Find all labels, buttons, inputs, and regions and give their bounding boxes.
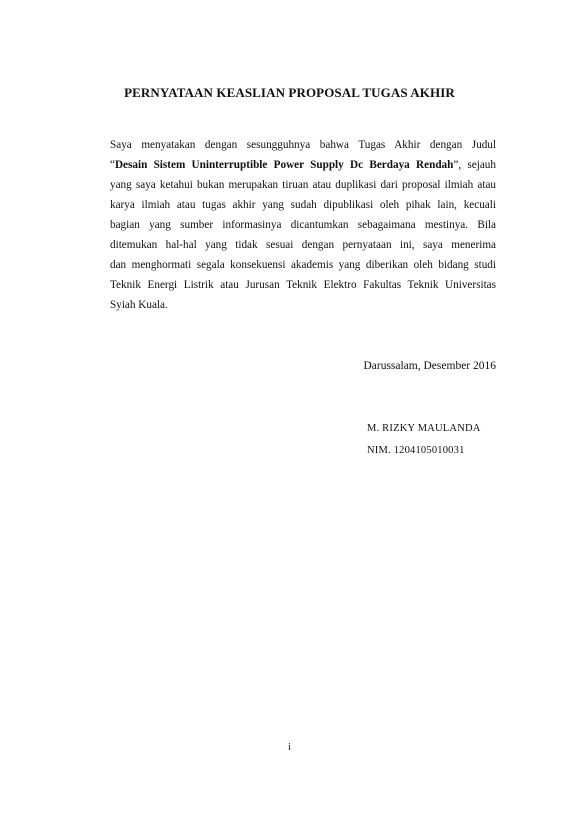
paragraph-line: Syiah Kuala. [110,299,168,311]
paragraph-line-with-title [110,155,496,175]
page-number: i [288,742,291,753]
signatory-name: M. RIZKY MAULANDA [367,423,481,434]
close-quote: ”, [453,159,462,171]
paragraph-line: ditemukan hal-hal yang tidak sesuai dengan pernyataan ini, saya menerima [110,239,496,251]
open-quote: “ [110,159,115,171]
statement-paragraph [110,135,496,315]
paragraph-text: sejauh [467,159,496,171]
signature-block [367,418,481,462]
paragraph-line: Teknik Energi Listrik atau Jurusan Teknik Elektro Fakultas Teknik Universitas [110,279,496,291]
thesis-title: Desain Sistem Uninterruptible Power Supply Dc Berdaya Rendah [114,159,454,171]
student-id: NIM. 1204105010031 [367,445,465,456]
place-and-date: Darussalam, Desember 2016 [363,360,496,372]
paragraph-line: bagian yang sumber informasinya dicantumkan sebagaimana mestinya. Bila [110,219,496,231]
paragraph-line: dan menghormati segala konsekuensi akademis yang diberikan oleh bidang studi [110,259,496,271]
paragraph-line: yang saya ketahui bukan merupakan tiruan atau duplikasi dari proposal ilmiah atau [110,179,496,191]
page-title: PERNYATAAN KEASLIAN PROPOSAL TUGAS AKHIR [124,85,455,100]
paragraph-line: karya ilmiah atau tugas akhir yang sudah dipublikasi oleh pihak lain, kecuali [110,199,496,211]
paragraph-line: Saya menyatakan dengan sesungguhnya bahwa Tugas Akhir dengan Judul [110,139,496,151]
